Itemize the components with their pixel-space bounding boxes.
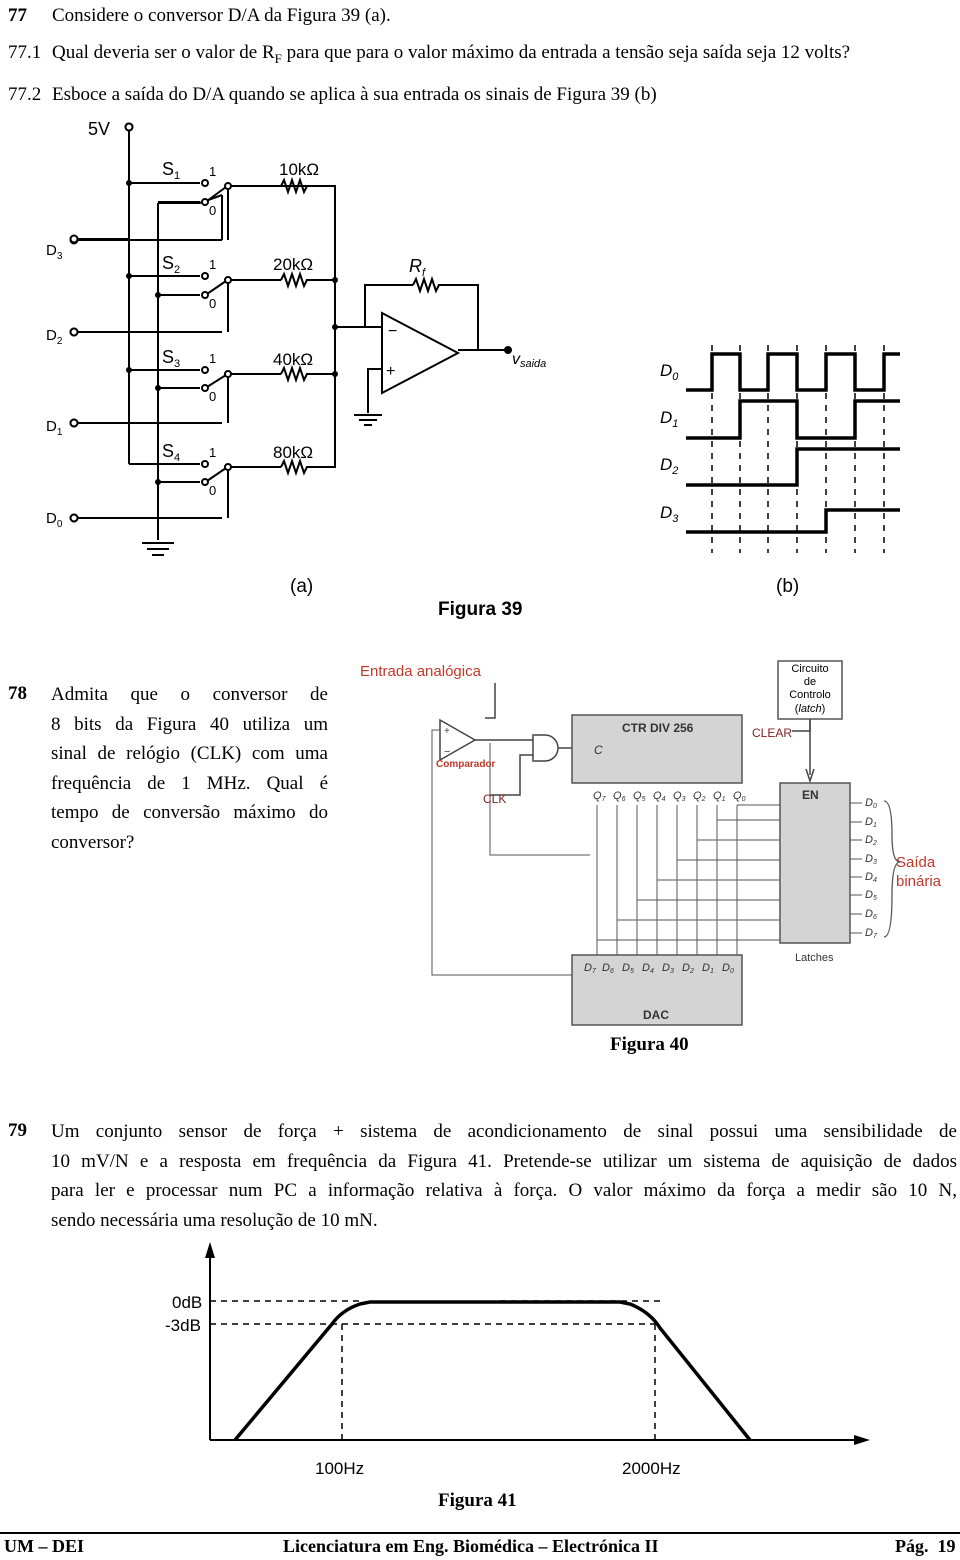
page-label: Pág.	[895, 1536, 929, 1556]
dac-input: D3	[662, 962, 674, 975]
page-number: 19	[937, 1536, 956, 1556]
fig41-caption: Figura 41	[438, 1490, 517, 1511]
q78-line: 8 bits da Figura 40 utiliza um	[51, 713, 328, 735]
d-output: D4	[865, 871, 877, 884]
resistor-label-20k: 20kΩ	[273, 255, 314, 274]
question-number: 78	[8, 683, 27, 704]
fig39-label-b: (b)	[776, 576, 800, 597]
switch-pos-1: 1	[209, 445, 217, 460]
d-output: D1	[865, 816, 877, 829]
q-output: Q3	[673, 790, 686, 803]
xlabel-100hz: 100Hz	[315, 1459, 365, 1478]
dac-input: D2	[682, 962, 694, 975]
dac-input: D1	[702, 962, 714, 975]
d-output: D6	[865, 908, 877, 921]
q-output: Q5	[633, 790, 646, 803]
q78-line: conversor?	[51, 831, 135, 853]
comparator-minus: −	[444, 746, 451, 758]
d-output: D2	[865, 834, 877, 847]
dac-input: D4	[642, 962, 654, 975]
q77-1	[8, 39, 850, 73]
q-output: Q2	[693, 790, 706, 803]
dac-input: D7	[584, 962, 596, 975]
d-output: D3	[865, 853, 877, 866]
input-label-d3: $D_3$	[46, 242, 63, 262]
subquestion-number: 77.1	[8, 42, 42, 63]
ylabel-0db: 0dB	[172, 1293, 203, 1312]
q78-line: sinal de relógio (CLK) com uma	[51, 743, 328, 764]
input-label-d0: $D_0$	[46, 510, 63, 530]
input-label-d1: $D_1$	[46, 418, 63, 438]
q79-text	[51, 1117, 957, 1235]
analog-input-label: Entrada analógica	[360, 663, 481, 680]
comparator-label: Comparador	[436, 759, 496, 770]
fig39-caption: Figura 39	[438, 599, 523, 620]
dac-input: D5	[622, 962, 634, 975]
footer-left: UM – DEI	[4, 1536, 84, 1556]
enable-label: EN	[802, 788, 819, 802]
footer-center: Licenciatura em Eng. Biomédica – Electrónica II	[283, 1536, 659, 1556]
q-output: Q6	[613, 790, 626, 803]
d-output: D0	[865, 797, 877, 810]
q79-line: para ler e processar num PC a informação relativa à força. O valor máximo da força a medir são 10 N,	[51, 1180, 957, 1201]
resistor-label-10k: 10kΩ	[279, 160, 320, 179]
control-line-1: Circuito	[791, 663, 829, 675]
binary-out-line-2: binária	[896, 873, 942, 890]
q79-line: sendo necessária uma resolução de 10 mN.	[51, 1209, 378, 1231]
comparator-plus: +	[444, 726, 450, 737]
question-number: 77	[8, 5, 27, 26]
switch-pos-0: 0	[209, 296, 217, 311]
counter-clock: C	[594, 743, 603, 757]
subquestion-text: Qual deveria ser o valor de R	[52, 42, 275, 63]
q-output: Q7	[593, 790, 606, 803]
opamp-minus: −	[388, 323, 398, 340]
q79-line: 10 mV/N e a resposta em frequência da Figura 41. Pretende-se utilizar um sistema de aquisição de dados	[51, 1150, 957, 1172]
ylabel-3db: -3dB	[165, 1316, 201, 1335]
signal-label-d2: $D_2$	[660, 455, 679, 477]
q79-line: Um conjunto sensor de força + sistema de acondicionamento de sinal possui uma sensibilidade de	[51, 1121, 957, 1142]
opamp-plus: +	[386, 363, 396, 380]
switch-label-s3: $S_3$	[162, 347, 181, 370]
clear-label: CLEAR	[752, 726, 793, 740]
control-line-3: Controlo	[789, 689, 831, 701]
switch-pos-0: 0	[209, 389, 217, 404]
q78-text	[51, 680, 328, 857]
subquestion-text: Esboce a saída do D/A quando se aplica à sua entrada os sinais de Figura 39 (b)	[52, 84, 657, 105]
figure-39	[0, 105, 960, 640]
dac-input: D6	[602, 962, 614, 975]
q-output: Q4	[653, 790, 666, 803]
q78-line: frequência de 1 MHz. Qual é	[51, 772, 328, 794]
q78-line: Admita que o conversor de	[51, 684, 328, 705]
q78-line: tempo de conversão máximo do	[51, 802, 328, 823]
dac-label: DAC	[643, 1008, 669, 1022]
q-output: Q1	[713, 790, 726, 803]
signal-label-d1: $D_1$	[660, 408, 679, 430]
q-output: Q0	[733, 790, 746, 803]
switch-label-s2: $S_2$	[162, 253, 181, 276]
dac-input: D0	[722, 962, 734, 975]
rf-label: $R_f$	[409, 256, 426, 279]
signal-label-d0: $D_0$	[660, 361, 679, 383]
subquestion-number: 77.2	[8, 84, 42, 105]
resistor-label-80k: 80kΩ	[273, 443, 314, 462]
switch-label-s4: $S_4$	[162, 441, 181, 464]
fig39-label-a: (a)	[290, 576, 314, 597]
footer-page	[895, 1536, 956, 1557]
figure-40	[340, 655, 960, 1030]
fig40-caption: Figura 40	[610, 1034, 689, 1055]
input-label-d2: $D_2$	[46, 327, 63, 347]
subscript: F	[274, 50, 282, 66]
figure-41	[150, 1240, 870, 1490]
control-line-2: de	[803, 676, 817, 688]
supply-label: 5V	[88, 119, 111, 139]
counter-label: CTR DIV 256	[622, 721, 694, 735]
switch-pos-1: 1	[209, 164, 217, 179]
resistor-label-40k: 40kΩ	[273, 350, 314, 369]
switch-label-s1: $S_1$	[162, 159, 181, 182]
signal-label-d3: $D_3$	[660, 503, 679, 525]
footer-rule	[0, 1532, 960, 1534]
d-output: D7	[865, 927, 877, 940]
q77-heading	[8, 2, 391, 30]
question-number: 79	[8, 1120, 27, 1141]
switch-pos-0: 0	[209, 483, 217, 498]
latches-label: Latches	[795, 952, 834, 964]
clk-label: CLK	[483, 792, 507, 806]
switch-pos-1: 1	[209, 257, 217, 272]
switch-pos-0: 0	[209, 203, 217, 218]
question-text: Considere o conversor D/A da Figura 39 (a).	[52, 5, 391, 26]
xlabel-2000hz: 2000Hz	[622, 1459, 681, 1478]
switch-pos-1: 1	[209, 351, 217, 366]
vout-label: vsaida	[512, 351, 547, 370]
d-output: D5	[865, 889, 877, 902]
binary-out-line-1: Saída	[896, 854, 936, 871]
subquestion-text-2: para que para o valor máximo da entrada a tensão seja saída seja 12 volts?	[281, 42, 851, 63]
control-latch: (latch)	[794, 703, 826, 715]
